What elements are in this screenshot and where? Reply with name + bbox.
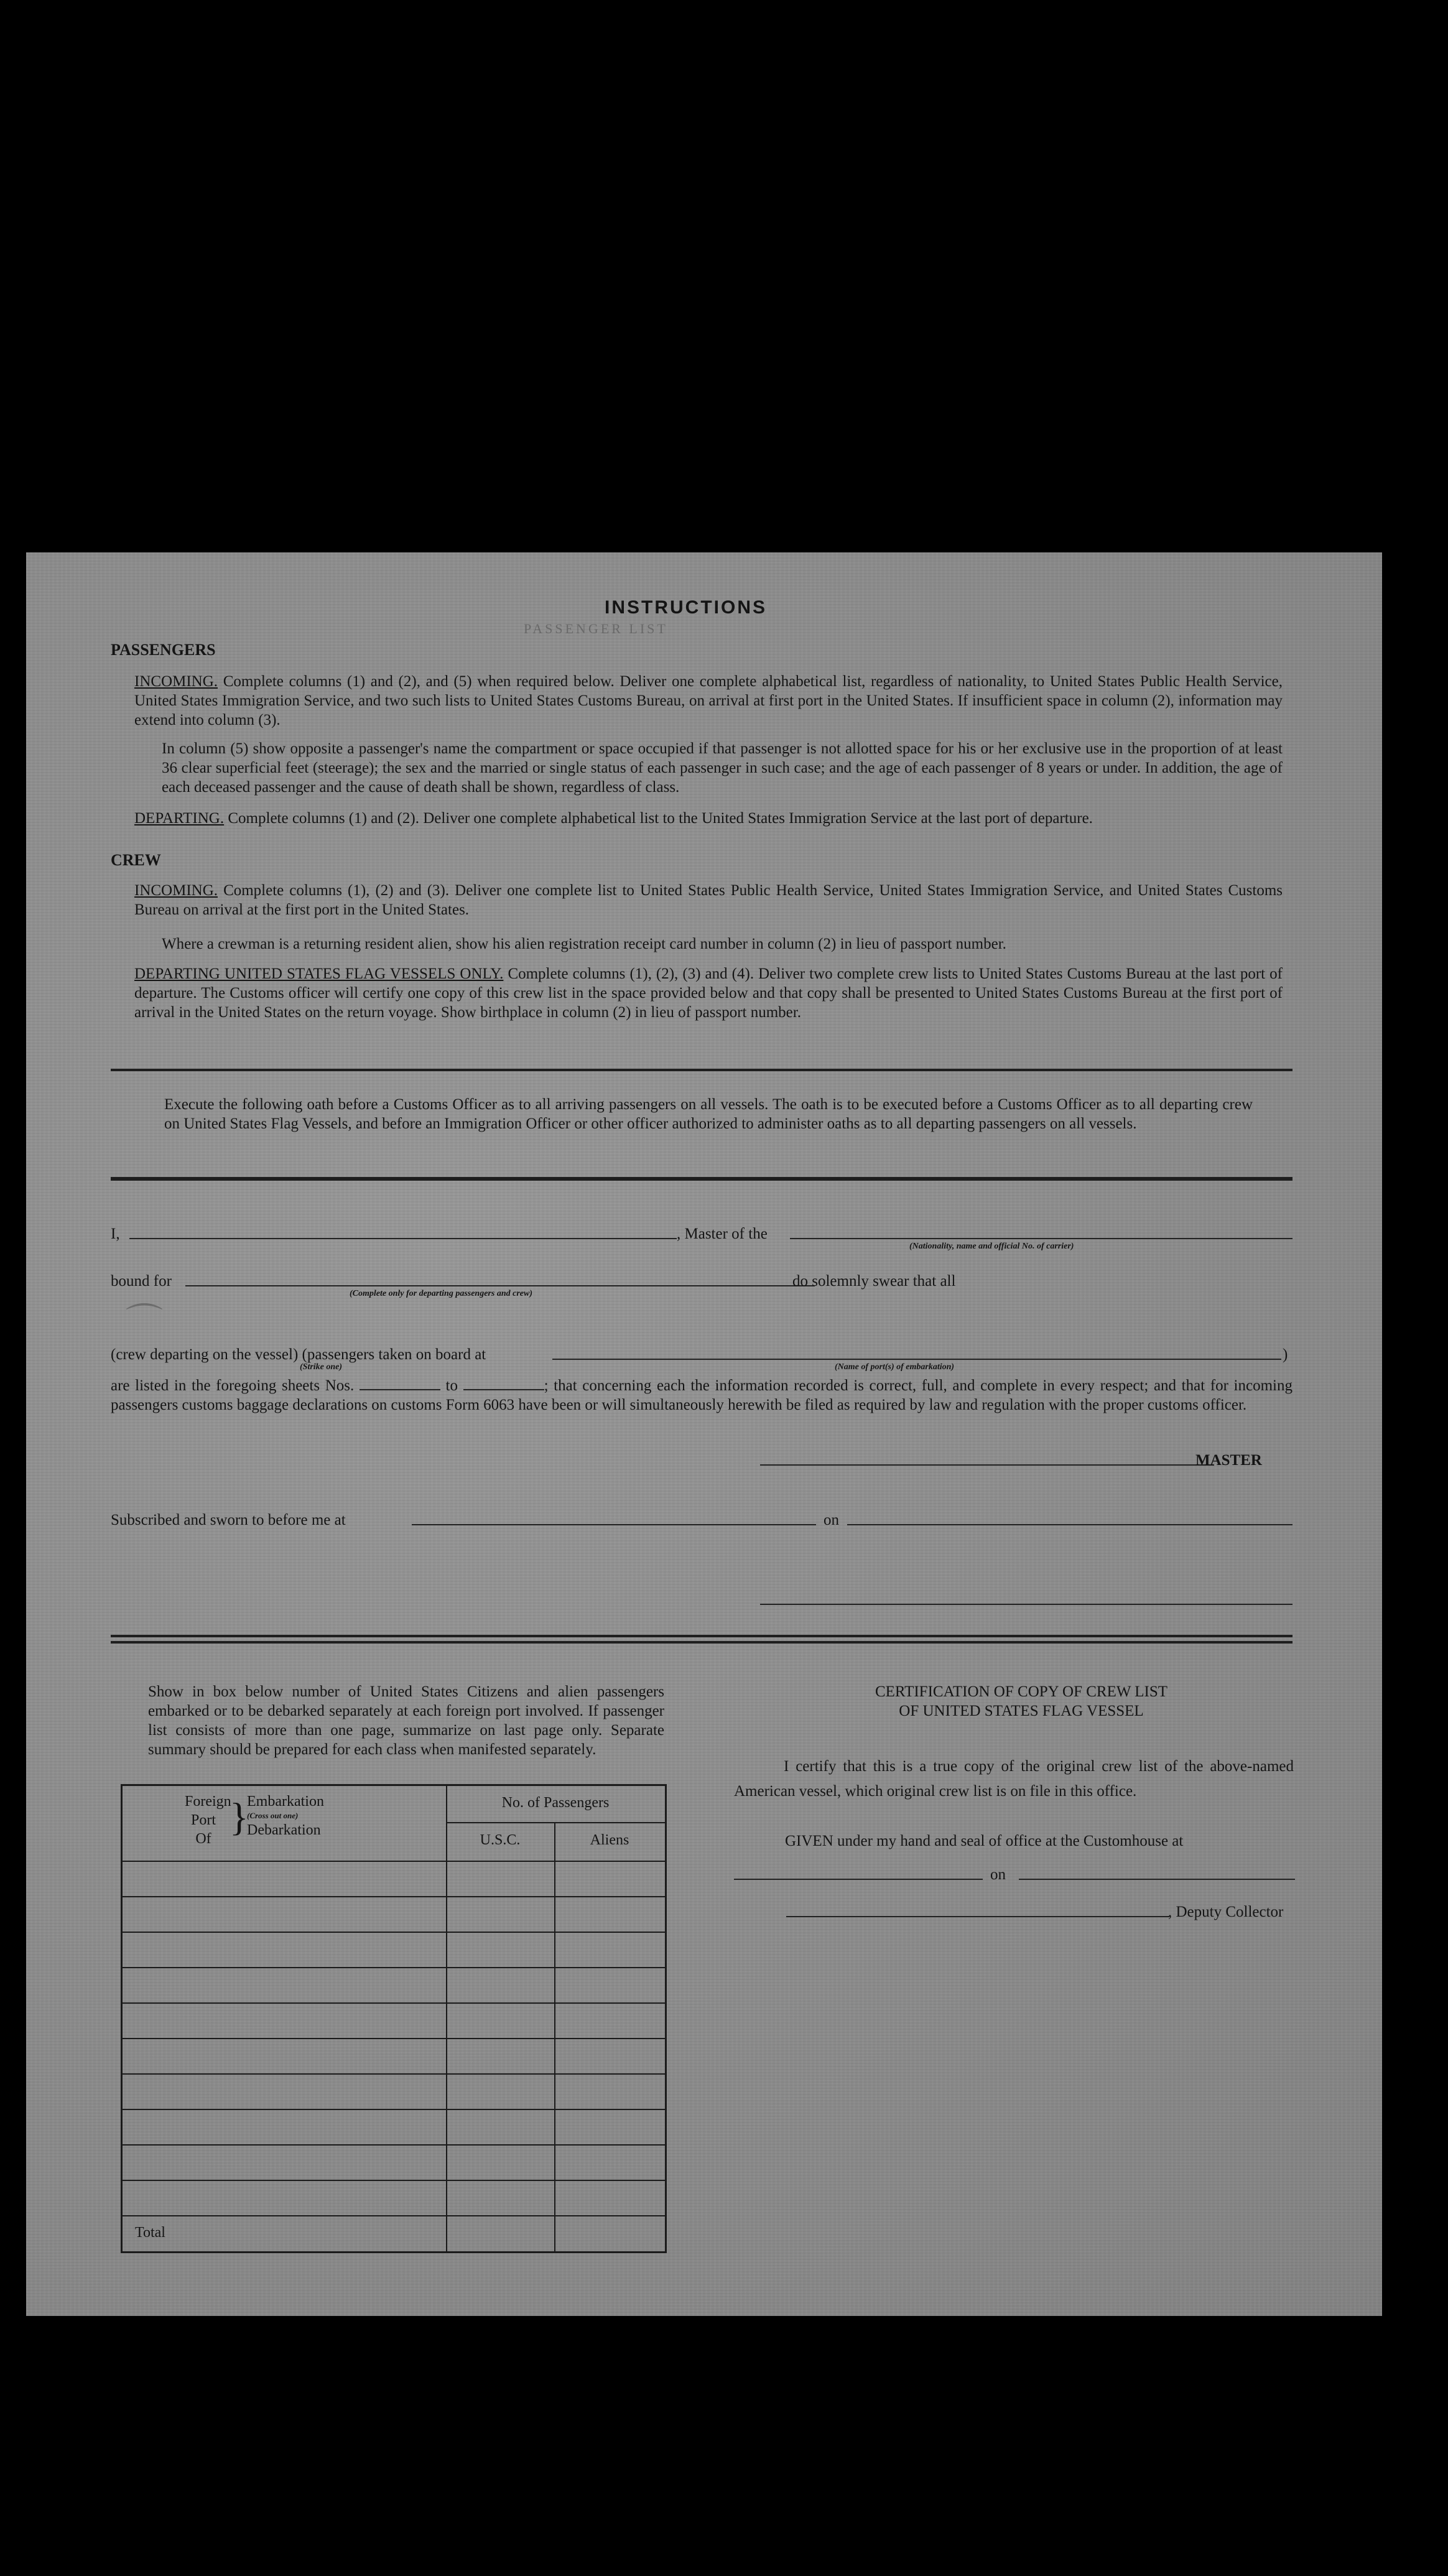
ports-note: (Name of port(s) of embarkation) xyxy=(835,1362,955,1372)
header-usc: U.S.C. xyxy=(480,1832,521,1848)
passengers-incoming-label: INCOMING. xyxy=(134,673,218,690)
header-port: Port xyxy=(190,1812,216,1828)
bleed-through-mark: ⌒ xyxy=(126,1302,163,1343)
passengers-incoming-paragraph-2: In column (5) show opposite a passenger's name the compartment or space occupied if that passenger is not allotted space for his or her exclusive use in the proportion of at least 36 clear superficial feet (steerage); the sex and the married or single status of each passenger in such case; and the age of each passenger of 8 years or under. In addition, the age of each deceased passenger and the cause of death shall be shown, regardless of class. xyxy=(162,740,1283,796)
crew-heading: CREW xyxy=(111,851,161,869)
master-name-field[interactable] xyxy=(129,1238,677,1239)
oath-to: to xyxy=(445,1377,458,1394)
table-row-line xyxy=(123,2038,665,2039)
certification-title-line2: OF UNITED STATES FLAG VESSEL xyxy=(899,1703,1144,1719)
sworn-date-field[interactable] xyxy=(847,1524,1293,1525)
crew-departing-label: DEPARTING UNITED STATES FLAG VESSELS ONLY. xyxy=(134,965,504,982)
deputy-collector-signature-field[interactable] xyxy=(786,1916,1169,1917)
carrier-field[interactable] xyxy=(790,1238,1293,1239)
header-foreign: Foreign xyxy=(185,1793,231,1810)
table-header-subdivider xyxy=(446,1822,665,1823)
nationality-note: (Nationality, name and official No. of carrier) xyxy=(909,1242,1074,1251)
document-page xyxy=(26,552,1382,2316)
strike-one-note: (Strike one) xyxy=(300,1362,343,1372)
summary-instructions: Show in box below number of United States Citizens and alien passengers embarked or to be debarked separately at each foreign port involved. If passenger list consists of more than one page, summarize on last page only. Separate summary should be prepared for each class when manifested separately. xyxy=(148,1683,664,1758)
ports-field[interactable] xyxy=(552,1359,1281,1360)
oath-i-label: I, xyxy=(111,1225,120,1242)
officer-signature-field[interactable] xyxy=(760,1604,1293,1605)
certification-title-line1: CERTIFICATION OF COPY OF CREW LIST xyxy=(875,1683,1168,1700)
header-embark-debark xyxy=(247,1792,324,1839)
section-divider xyxy=(111,1635,1293,1637)
table-row-line xyxy=(123,2144,665,2146)
table-column-divider xyxy=(554,1822,555,2251)
table-row-line xyxy=(123,2215,665,2216)
table-header-divider xyxy=(123,1861,665,1862)
bleed-through-text: PASSENGER LIST xyxy=(524,621,668,636)
oath-instructions: Execute the following oath before a Customs Officer as to all arriving passengers on all vessels. The oath is to be executed before a Customs Officer as to all departing crew on United States Flag Vessels, and before an Immigration Officer or other officer authorized to administer oaths as to all departing passengers on all vessels. xyxy=(164,1096,1253,1132)
table-row-line xyxy=(123,2109,665,2110)
passengers-heading: PASSENGERS xyxy=(111,641,216,659)
header-of: Of xyxy=(195,1831,211,1847)
table-row-line xyxy=(123,2180,665,2181)
crew-incoming-paragraph xyxy=(134,881,1283,919)
deputy-collector-label: , Deputy Collector xyxy=(1168,1904,1284,1920)
oath-bound-for: bound for xyxy=(111,1273,172,1290)
table-row-line xyxy=(123,2002,665,2004)
oath-listed-in: are listed in the foregoing sheets Nos. xyxy=(111,1377,355,1394)
certification-on: on xyxy=(990,1866,1006,1883)
oath-close-paren: ) xyxy=(1283,1346,1288,1363)
subscribed-label: Subscribed and sworn to before me at xyxy=(111,1512,346,1528)
oath-crew-departing: (crew departing on the vessel) (passengers taken on board at xyxy=(111,1346,486,1363)
customhouse-field[interactable] xyxy=(734,1879,983,1880)
table-column-divider xyxy=(446,1786,447,2251)
header-no-passengers: No. of Passengers xyxy=(501,1795,610,1811)
table-row-line xyxy=(123,1896,665,1897)
header-debarkation: Debarkation xyxy=(247,1822,321,1838)
summary-table xyxy=(121,1784,667,2253)
passengers-departing-label: DEPARTING. xyxy=(134,810,225,827)
certification-title xyxy=(723,1682,1320,1721)
master-label: MASTER xyxy=(1195,1452,1262,1469)
crew-departing-paragraph xyxy=(134,964,1283,1022)
oath-master-of: , Master of the xyxy=(677,1225,768,1242)
section-divider xyxy=(111,1177,1293,1181)
header-embarkation: Embarkation xyxy=(247,1793,324,1810)
certification-date-field[interactable] xyxy=(1019,1879,1295,1880)
section-divider xyxy=(111,1069,1293,1071)
passengers-departing-text: Complete columns (1) and (2). Deliver one complete alphabetical list to the United States Immigration Service at the last port of departure. xyxy=(228,810,1093,827)
brace-icon: } xyxy=(230,1795,249,1839)
complete-only-note: (Complete only for departing passengers and crew) xyxy=(350,1289,532,1298)
section-divider xyxy=(111,1641,1293,1644)
table-row-line xyxy=(123,1932,665,1933)
header-cross-out: (Cross out one) xyxy=(247,1811,299,1820)
header-foreign-port xyxy=(185,1792,231,1848)
passengers-departing-paragraph xyxy=(134,809,1283,828)
sheet-to-field[interactable] xyxy=(463,1389,544,1390)
passengers-incoming-paragraph xyxy=(134,672,1283,730)
sworn-place-field[interactable] xyxy=(412,1524,816,1525)
certification-text: I certify that this is a true copy of the original crew list of the above-named American vessel, which original crew list is on file in this office. xyxy=(734,1758,1294,1800)
crew-incoming-text: Complete columns (1), (2) and (3). Deliver one complete list to United States Public Health Service, United States Immigration Service, and United States Customs Bureau on arrival at the first port in the United States. xyxy=(134,882,1283,918)
crew-incoming-paragraph-2: Where a crewman is a returning resident alien, show his alien registration receipt card number in column (2) in lieu of passport number. xyxy=(162,936,1006,952)
bound-for-field[interactable] xyxy=(185,1285,815,1286)
header-aliens: Aliens xyxy=(590,1832,629,1848)
page-title: INSTRUCTIONS xyxy=(605,597,767,618)
crew-departing-text: Complete columns (1), (2), (3) and (4). Deliver two complete crew lists to United States Customs Bureau at the last port of departure. The Customs officer will certify one copy of this crew list in the space provided below and that copy shall be presented to United States Customs Bureau at the first port of arrival in the United States on the return voyage. Show birthplace in column (2) in lieu of passport number. xyxy=(134,965,1283,1021)
passengers-incoming-text: Complete columns (1) and (2), and (5) when required below. Deliver one complete alphabetical list, regardless of nationality, to United States Public Health Service, United States Immigration Service, and two such lists to United States Customs Bureau, on arrival at first port in the United States. If insufficient space in column (2), information may extend into column (3). xyxy=(134,673,1283,728)
oath-swear: do solemnly swear that all xyxy=(792,1273,956,1290)
master-signature-field[interactable] xyxy=(760,1464,1214,1466)
sheet-from-field[interactable] xyxy=(360,1389,440,1390)
certification-given: GIVEN under my hand and seal of office at the Customhouse at xyxy=(785,1833,1184,1849)
crew-incoming-label: INCOMING. xyxy=(134,882,218,899)
oath-rest: ; that concerning each the information recorded is correct, full, and complete in every respect; and that for incoming passengers customs baggage declarations on customs Form 6063 have been or will simultaneously herewith be filed as required by law and regulation with the proper customs officer. xyxy=(111,1377,1293,1413)
oath-listed-paragraph xyxy=(111,1376,1293,1415)
subscribed-on: on xyxy=(824,1512,839,1528)
table-row-line xyxy=(123,2073,665,2075)
total-label: Total xyxy=(135,2225,165,2241)
table-row-line xyxy=(123,1967,665,1968)
